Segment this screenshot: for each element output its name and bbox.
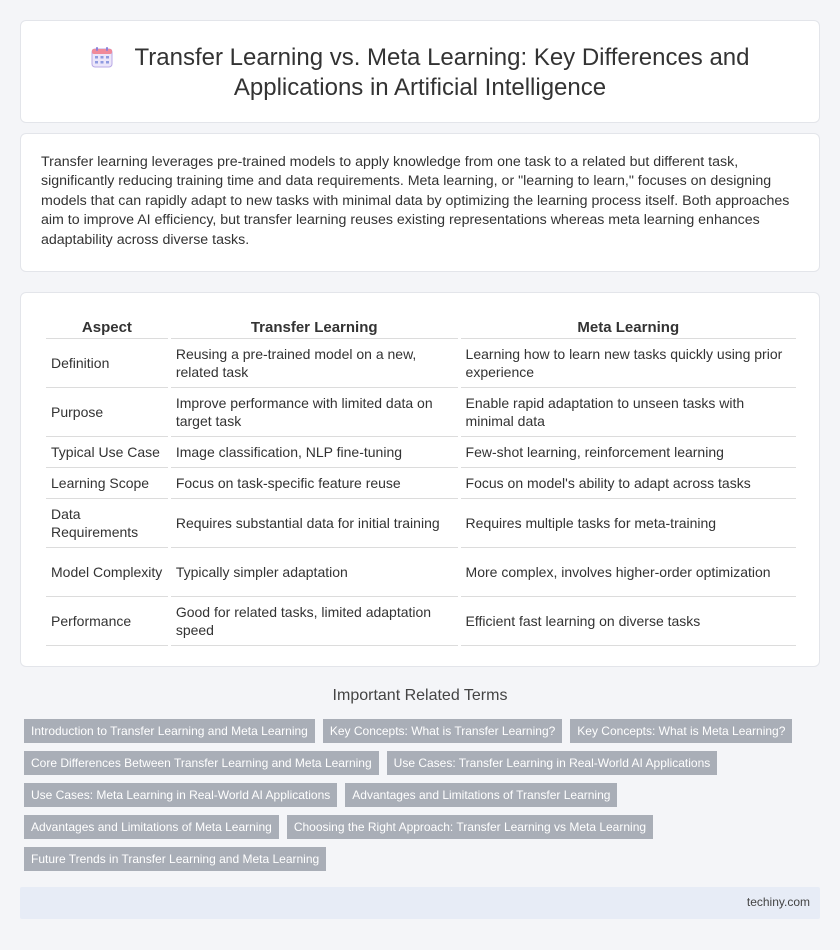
comparison-table: [43, 317, 799, 646]
related-terms-tags: [24, 719, 804, 879]
footer-brand[interactable]: techiny.com: [746, 895, 810, 909]
related-term-tag[interactable]: Key Concepts: What is Transfer Learning?: [323, 719, 562, 743]
meta-cell: Efficient fast learning on diverse tasks: [461, 597, 796, 646]
footer: [20, 887, 820, 919]
transfer-cell: Reusing a pre-trained model on a new, related task: [171, 339, 458, 388]
aspect-cell: Learning Scope: [46, 468, 168, 499]
table-row: [46, 468, 796, 499]
related-term-tag[interactable]: Future Trends in Transfer Learning and Meta Learning: [24, 847, 326, 871]
comparison-table-card: [20, 292, 820, 667]
transfer-cell: Improve performance with limited data on target task: [171, 388, 458, 437]
related-term-tag[interactable]: Key Concepts: What is Meta Learning?: [570, 719, 792, 743]
transfer-cell: Good for related tasks, limited adaptation speed: [171, 597, 458, 646]
related-term-tag[interactable]: Choosing the Right Approach: Transfer Learning vs Meta Learning: [287, 815, 653, 839]
summary-text: Transfer learning leverages pre-trained models to apply knowledge from one task to a related but different task, significantly reducing training time and data requirements. Meta learning, or "learning to learn," focuses on designing models that can rapidly adapt to new tasks with minimal data by optimizing the learning process itself. Both approaches aim to improve AI efficiency, but transfer learning reuses existing representations whereas meta learning enhances adaptability across diverse tasks.: [41, 154, 790, 248]
table-row: [46, 437, 796, 468]
transfer-cell: Requires substantial data for initial training: [171, 499, 458, 548]
table-header-row: [46, 317, 796, 339]
meta-cell: Requires multiple tasks for meta-training: [461, 499, 796, 548]
meta-cell: More complex, involves higher-order optimization: [461, 548, 796, 597]
meta-cell: Enable rapid adaptation to unseen tasks with minimal data: [461, 388, 796, 437]
header-card: [20, 20, 820, 123]
header-transfer-learning: Transfer Learning: [171, 317, 458, 339]
meta-cell: Focus on model's ability to adapt across tasks: [461, 468, 796, 499]
table-row: [46, 339, 796, 388]
meta-cell: Learning how to learn new tasks quickly using prior experience: [461, 339, 796, 388]
meta-cell: Few-shot learning, reinforcement learning: [461, 437, 796, 468]
transfer-cell: Image classification, NLP fine-tuning: [171, 437, 458, 468]
aspect-cell: Performance: [46, 597, 168, 646]
header-aspect: Aspect: [46, 317, 168, 339]
related-terms-heading: Important Related Terms: [332, 687, 508, 704]
transfer-cell: Focus on task-specific feature reuse: [171, 468, 458, 499]
related-term-tag[interactable]: Advantages and Limitations of Meta Learning: [24, 815, 279, 839]
table-row: [46, 499, 796, 548]
related-term-tag[interactable]: Introduction to Transfer Learning and Meta Learning: [24, 719, 315, 743]
header-meta-learning: Meta Learning: [461, 317, 796, 339]
aspect-cell: Purpose: [46, 388, 168, 437]
aspect-cell: Typical Use Case: [46, 437, 168, 468]
related-term-tag[interactable]: Core Differences Between Transfer Learning and Meta Learning: [24, 751, 379, 775]
related-term-tag[interactable]: Advantages and Limitations of Transfer Learning: [345, 783, 617, 807]
summary-card: [20, 133, 820, 272]
aspect-cell: Definition: [46, 339, 168, 388]
page-title-row: [81, 43, 759, 103]
aspect-cell: Model Complexity: [46, 548, 168, 597]
table-row: [46, 388, 796, 437]
transfer-cell: Typically simpler adaptation: [171, 548, 458, 597]
table-row: [46, 597, 796, 646]
aspect-cell: Data Requirements: [46, 499, 168, 548]
page-title: Transfer Learning vs. Meta Learning: Key Differences and Applications in Artificial Intelligence: [134, 44, 750, 101]
related-term-tag[interactable]: Use Cases: Meta Learning in Real-World AI Applications: [24, 783, 337, 807]
table-row: [46, 548, 796, 597]
calendar-icon: [91, 46, 113, 68]
related-term-tag[interactable]: Use Cases: Transfer Learning in Real-World AI Applications: [387, 751, 718, 775]
